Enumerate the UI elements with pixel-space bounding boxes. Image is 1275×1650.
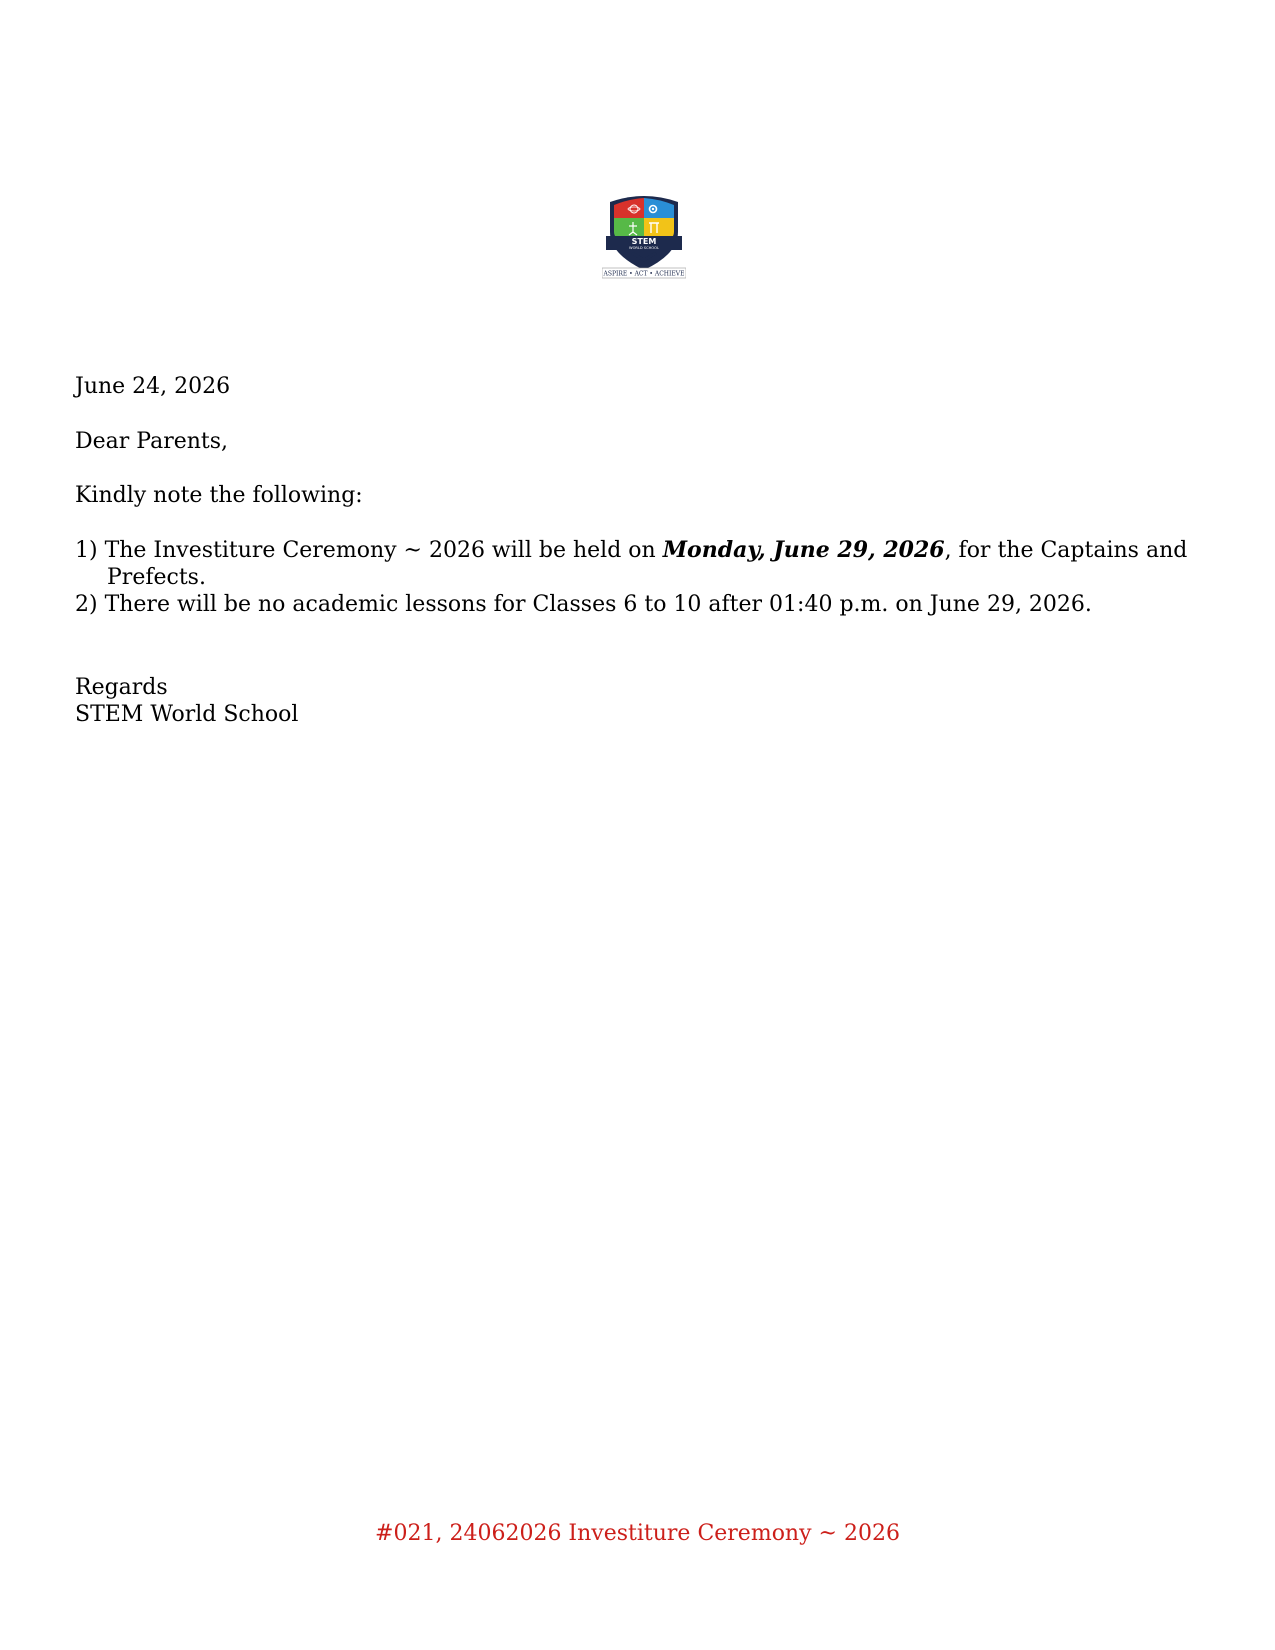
notice-item-1-prefix: 1) The Investiture Ceremony ~ 2026 will be held on — [75, 538, 663, 563]
notice-item-1-continuation: Prefects. — [107, 565, 206, 590]
letter-sender: STEM World School — [75, 702, 299, 727]
letter-salutation: Dear Parents, — [75, 429, 229, 454]
notice-item-1-suffix: , for the Captains and — [944, 538, 1188, 563]
footer-reference: #021, 24062026 Investiture Ceremony ~ 2026 — [375, 1521, 900, 1546]
letter-closing: Regards — [75, 675, 168, 700]
school-logo — [602, 192, 686, 282]
letter-date: June 24, 2026 — [75, 374, 231, 399]
ceremony-date: Monday, June 29, 2026 — [662, 537, 945, 563]
logo-name: STEM — [631, 237, 657, 246]
notice-item-2: 2) There will be no academic lessons for Classes 6 to 10 after 01:40 p.m. on June 29, 2026. — [75, 592, 1092, 617]
letter-intro: Kindly note the following: — [75, 483, 363, 508]
logo-subtitle: WORLD SCHOOL — [629, 246, 659, 250]
notice-item-1 — [75, 537, 1187, 564]
logo-tagline: ASPIRE • ACT • ACHIEVE — [603, 270, 685, 278]
